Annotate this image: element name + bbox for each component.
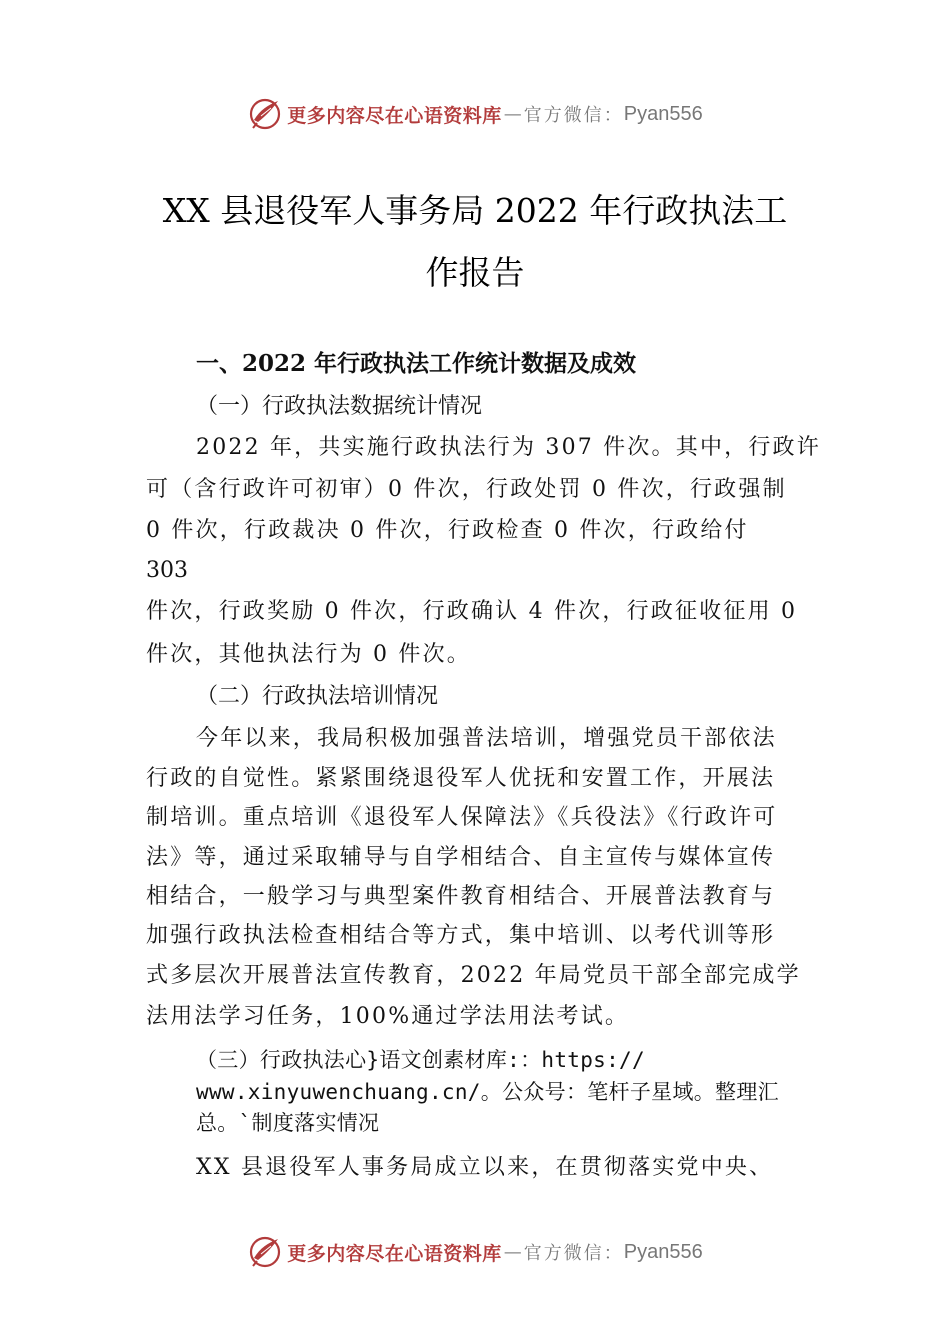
paragraph-line: 2022 年，共实施行政执法行为 307 件次。其中，行政许 <box>196 435 821 460</box>
paragraph-line: 式多层次开展普法宣传教育，2022 年局党员干部全部完成学 <box>146 963 801 988</box>
paragraph-line: 可（含行政许可初审）0 件次，行政处罚 0 件次，行政强制 <box>146 477 787 502</box>
document-title-line-2: 作报告 <box>425 253 525 292</box>
paragraph-line: 303 <box>146 558 188 583</box>
watermark-wechat-label: 官方微信： <box>523 105 624 126</box>
watermark-main-text: 更多内容尽在心语资料库 <box>287 104 502 127</box>
paragraph-line: www.xinyuwenchuang.cn/。公众号：笔杆子星域。整理汇 <box>196 1080 779 1104</box>
paragraph-line: 件次，行政奖励 0 件次，行政确认 4 件次，行政征收征用 0 <box>146 599 798 624</box>
watermark-separator: — <box>503 103 522 125</box>
paragraph-line: 制培训。重点培训《退役军人保障法》《兵役法》《行政许可 <box>146 805 778 830</box>
paragraph-line: XX 县退役军人事务局成立以来，在贯彻落实党中央、 <box>196 1155 774 1180</box>
paragraph-line: 行政的自觉性。紧紧围绕退役军人优抚和安置工作，开展法 <box>146 766 776 791</box>
paragraph-line: 相结合，一般学习与典型案件教育相结合、开展普法教育与 <box>146 884 776 909</box>
paragraph-line: 0 件次，行政裁决 0 件次，行政检查 0 件次，行政给付 <box>146 518 749 543</box>
watermark-wechat-id: Pyan556 <box>623 102 703 125</box>
paragraph-line: 法》等，通过采取辅导与自学相结合、自主宣传与媒体宣传 <box>146 845 776 870</box>
quill-logo-icon <box>247 1234 283 1270</box>
paragraph-line: 件次，其他执法行为 0 件次。 <box>146 642 471 667</box>
paragraph-line: 总。`制度落实情况 <box>196 1111 380 1135</box>
paragraph-line: 法用法学习任务，100%通过学法用法考试。 <box>146 1004 630 1029</box>
watermark-banner-bottom <box>0 1232 950 1272</box>
watermark-wechat-id: Pyan556 <box>623 1240 703 1263</box>
paragraph-line: 加强行政执法检查相结合等方式，集中培训、以考代训等形 <box>146 923 776 948</box>
watermark-main-text: 更多内容尽在心语资料库 <box>287 1242 502 1265</box>
watermark-separator: — <box>503 1241 522 1263</box>
section-heading: 一、2022 年行政执法工作统计数据及成效 <box>196 350 637 377</box>
document-title-line-1: XX 县退役军人事务局 2022 年行政执法工 <box>162 191 788 230</box>
watermark-wechat-label: 官方微信： <box>523 1243 624 1264</box>
quill-logo-icon <box>247 96 283 132</box>
subsection-heading: （二）行政执法培训情况 <box>196 684 439 709</box>
subsection-heading: （一）行政执法数据统计情况 <box>196 394 483 419</box>
subsection-heading: （三）行政执法心}语文创素材库:：https:// <box>196 1048 645 1072</box>
watermark-banner-top <box>0 94 950 134</box>
paragraph-line: 今年以来，我局积极加强普法培训，增强党员干部依法 <box>196 726 777 751</box>
